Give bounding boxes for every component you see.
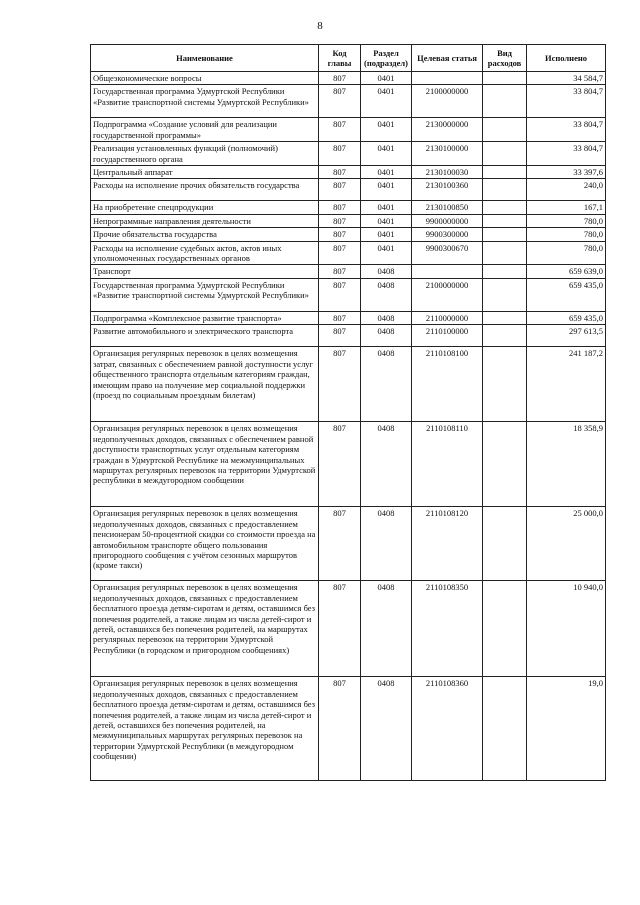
header-ispolneno: Исполнено	[527, 45, 606, 72]
cell-name: Транспорт	[91, 265, 319, 278]
cell-razdel: 0408	[361, 278, 412, 311]
cell-ispolneno: 33 804,7	[527, 85, 606, 118]
cell-ispolneno: 659 435,0	[527, 311, 606, 324]
cell-glava: 807	[319, 142, 361, 166]
cell-target: 2130100360	[412, 179, 483, 201]
cell-target: 2110100000	[412, 325, 483, 347]
cell-razdel: 0401	[361, 142, 412, 166]
cell-razdel: 0401	[361, 201, 412, 214]
cell-target: 2110108350	[412, 581, 483, 677]
cell-vid	[483, 677, 527, 781]
cell-glava: 807	[319, 72, 361, 85]
cell-ispolneno: 659 435,0	[527, 278, 606, 311]
cell-vid	[483, 422, 527, 507]
table-row	[91, 265, 606, 278]
cell-razdel: 0408	[361, 347, 412, 422]
cell-vid	[483, 201, 527, 214]
table-row	[91, 241, 606, 265]
cell-target: 2100000000	[412, 278, 483, 311]
cell-name: Государственная программа Удмуртской Республики «Развитие транспортной системы Удмуртской Республики»	[91, 278, 319, 311]
cell-name: Расходы на исполнение судебных актов, актов иных уполномоченных государственных органов	[91, 241, 319, 265]
table-row	[91, 311, 606, 324]
cell-ispolneno: 659 639,0	[527, 265, 606, 278]
cell-razdel: 0401	[361, 179, 412, 201]
cell-vid	[483, 311, 527, 324]
cell-glava: 807	[319, 347, 361, 422]
cell-vid	[483, 507, 527, 581]
cell-glava: 807	[319, 228, 361, 241]
table-row	[91, 677, 606, 781]
cell-vid	[483, 179, 527, 201]
cell-target	[412, 72, 483, 85]
cell-vid	[483, 72, 527, 85]
table-row	[91, 228, 606, 241]
cell-name: Центральный аппарат	[91, 166, 319, 179]
cell-name: Организация регулярных перевозок в целях возмещения недополученных доходов, связанных с предоставлением пенсионерам 50-процентной скидки со стоимости проезда на автомобильном транспорте общего пользования пригородного сообщения с учётом сезонных маршрутов (кроме такси)	[91, 507, 319, 581]
cell-name: Непрограммные направления деятельности	[91, 214, 319, 227]
header-glava: Код главы	[319, 45, 361, 72]
cell-vid	[483, 85, 527, 118]
cell-razdel: 0408	[361, 422, 412, 507]
table-row	[91, 581, 606, 677]
cell-razdel: 0408	[361, 325, 412, 347]
cell-ispolneno: 18 358,9	[527, 422, 606, 507]
cell-target: 2110108110	[412, 422, 483, 507]
cell-ispolneno: 33 804,7	[527, 142, 606, 166]
cell-target	[412, 265, 483, 278]
cell-target: 9900000000	[412, 214, 483, 227]
table-row	[91, 214, 606, 227]
cell-glava: 807	[319, 581, 361, 677]
header-target: Целевая статья	[412, 45, 483, 72]
cell-name: Развитие автомобильного и электрического транспорта	[91, 325, 319, 347]
cell-vid	[483, 241, 527, 265]
cell-ispolneno: 34 584,7	[527, 72, 606, 85]
budget-table	[90, 44, 606, 781]
cell-ispolneno: 780,0	[527, 214, 606, 227]
cell-razdel: 0408	[361, 311, 412, 324]
cell-glava: 807	[319, 118, 361, 142]
cell-name: Организация регулярных перевозок в целях возмещения недополученных доходов, связанных с предоставлением бесплатного проезда детям-сиротам и детям, оставшимся без попечения родителей, а также лицам из числа детей-сирот и детей, оставшихся без попечения родителей, на маршрутах регулярных перевозок на территории Удмуртской Республики (в городском и пригородном сообщениях)	[91, 581, 319, 677]
cell-vid	[483, 118, 527, 142]
cell-target: 2110000000	[412, 311, 483, 324]
cell-razdel: 0408	[361, 581, 412, 677]
cell-vid	[483, 228, 527, 241]
cell-name: Прочие обязательства государства	[91, 228, 319, 241]
cell-name: Государственная программа Удмуртской Республики «Развитие транспортной системы Удмуртской Республики»	[91, 85, 319, 118]
cell-vid	[483, 142, 527, 166]
cell-ispolneno: 241 187,2	[527, 347, 606, 422]
header-vid: Вид расходов	[483, 45, 527, 72]
cell-target: 2130100030	[412, 166, 483, 179]
cell-ispolneno: 19,0	[527, 677, 606, 781]
cell-razdel: 0401	[361, 166, 412, 179]
cell-glava: 807	[319, 677, 361, 781]
cell-vid	[483, 325, 527, 347]
cell-glava: 807	[319, 265, 361, 278]
cell-target: 9900300000	[412, 228, 483, 241]
table-row	[91, 325, 606, 347]
cell-razdel: 0401	[361, 72, 412, 85]
table-row	[91, 507, 606, 581]
cell-name: Подпрограмма «Создание условий для реализации государственной программы»	[91, 118, 319, 142]
cell-vid	[483, 347, 527, 422]
cell-ispolneno: 33 804,7	[527, 118, 606, 142]
cell-target: 2130100000	[412, 142, 483, 166]
cell-target: 2110108120	[412, 507, 483, 581]
cell-ispolneno: 780,0	[527, 228, 606, 241]
cell-ispolneno: 25 000,0	[527, 507, 606, 581]
table-row	[91, 422, 606, 507]
cell-name: На приобретение спецпродукции	[91, 201, 319, 214]
cell-name: Общеэкономические вопросы	[91, 72, 319, 85]
cell-glava: 807	[319, 507, 361, 581]
cell-glava: 807	[319, 241, 361, 265]
cell-razdel: 0408	[361, 677, 412, 781]
cell-target: 2130000000	[412, 118, 483, 142]
table-row	[91, 201, 606, 214]
cell-name: Организация регулярных перевозок в целях возмещения недополученных доходов, связанных с обеспечением равной доступности транспортных услуг отдельным категориям граждан в Удмуртской Республике на межмуниципальных маршрутах регулярных перевозок на территории Удмуртской республики в междугородном сообщении	[91, 422, 319, 507]
cell-glava: 807	[319, 422, 361, 507]
cell-target: 2110108360	[412, 677, 483, 781]
table-row	[91, 179, 606, 201]
cell-razdel: 0401	[361, 241, 412, 265]
cell-ispolneno: 167,1	[527, 201, 606, 214]
cell-glava: 807	[319, 85, 361, 118]
cell-ispolneno: 780,0	[527, 241, 606, 265]
page-number: 8	[317, 20, 323, 32]
cell-vid	[483, 265, 527, 278]
cell-razdel: 0408	[361, 265, 412, 278]
cell-vid	[483, 581, 527, 677]
table-row	[91, 118, 606, 142]
table-row	[91, 72, 606, 85]
cell-razdel: 0408	[361, 507, 412, 581]
cell-razdel: 0401	[361, 85, 412, 118]
cell-glava: 807	[319, 325, 361, 347]
table-row	[91, 142, 606, 166]
cell-name: Реализация установленных функций (полномочий) государственного органа	[91, 142, 319, 166]
cell-glava: 807	[319, 311, 361, 324]
table-row	[91, 347, 606, 422]
cell-ispolneno: 33 397,6	[527, 166, 606, 179]
cell-razdel: 0401	[361, 214, 412, 227]
cell-name: Расходы на исполнение прочих обязательств государства	[91, 179, 319, 201]
cell-target: 2130100850	[412, 201, 483, 214]
cell-vid	[483, 214, 527, 227]
cell-ispolneno: 240,0	[527, 179, 606, 201]
cell-glava: 807	[319, 214, 361, 227]
cell-glava: 807	[319, 201, 361, 214]
cell-vid	[483, 278, 527, 311]
table-row	[91, 166, 606, 179]
cell-razdel: 0401	[361, 228, 412, 241]
table-header-row	[91, 45, 606, 72]
cell-vid	[483, 166, 527, 179]
cell-glava: 807	[319, 179, 361, 201]
cell-ispolneno: 297 613,5	[527, 325, 606, 347]
cell-name: Организация регулярных перевозок в целях возмещения недополученных доходов, связанных с предоставлением бесплатного проезда детям-сиротам и детям, оставшимся без попечения родителей, а также лицам из числа детей-сирот и детей, оставшихся без попечения родителей, на межмуниципальных маршрутах регулярных перевозок на территории Удмуртской Республики (в междугородном сообщении)	[91, 677, 319, 781]
header-name: Наименование	[91, 45, 319, 72]
cell-target: 9900300670	[412, 241, 483, 265]
cell-razdel: 0401	[361, 118, 412, 142]
table-row	[91, 278, 606, 311]
cell-glava: 807	[319, 278, 361, 311]
cell-glava: 807	[319, 166, 361, 179]
header-razdel: Раздел (подраздел)	[361, 45, 412, 72]
table-row	[91, 85, 606, 118]
cell-name: Подпрограмма «Комплексное развитие транспорта»	[91, 311, 319, 324]
cell-target: 2100000000	[412, 85, 483, 118]
cell-target: 2110108100	[412, 347, 483, 422]
cell-name: Организация регулярных перевозок в целях возмещения затрат, связанных с обеспечением равной доступности услуг общественного транспорта отдельным категориям граждан, имеющим право на получение мер социальной поддержки (проезд по социальным проездным билетам)	[91, 347, 319, 422]
cell-ispolneno: 10 940,0	[527, 581, 606, 677]
